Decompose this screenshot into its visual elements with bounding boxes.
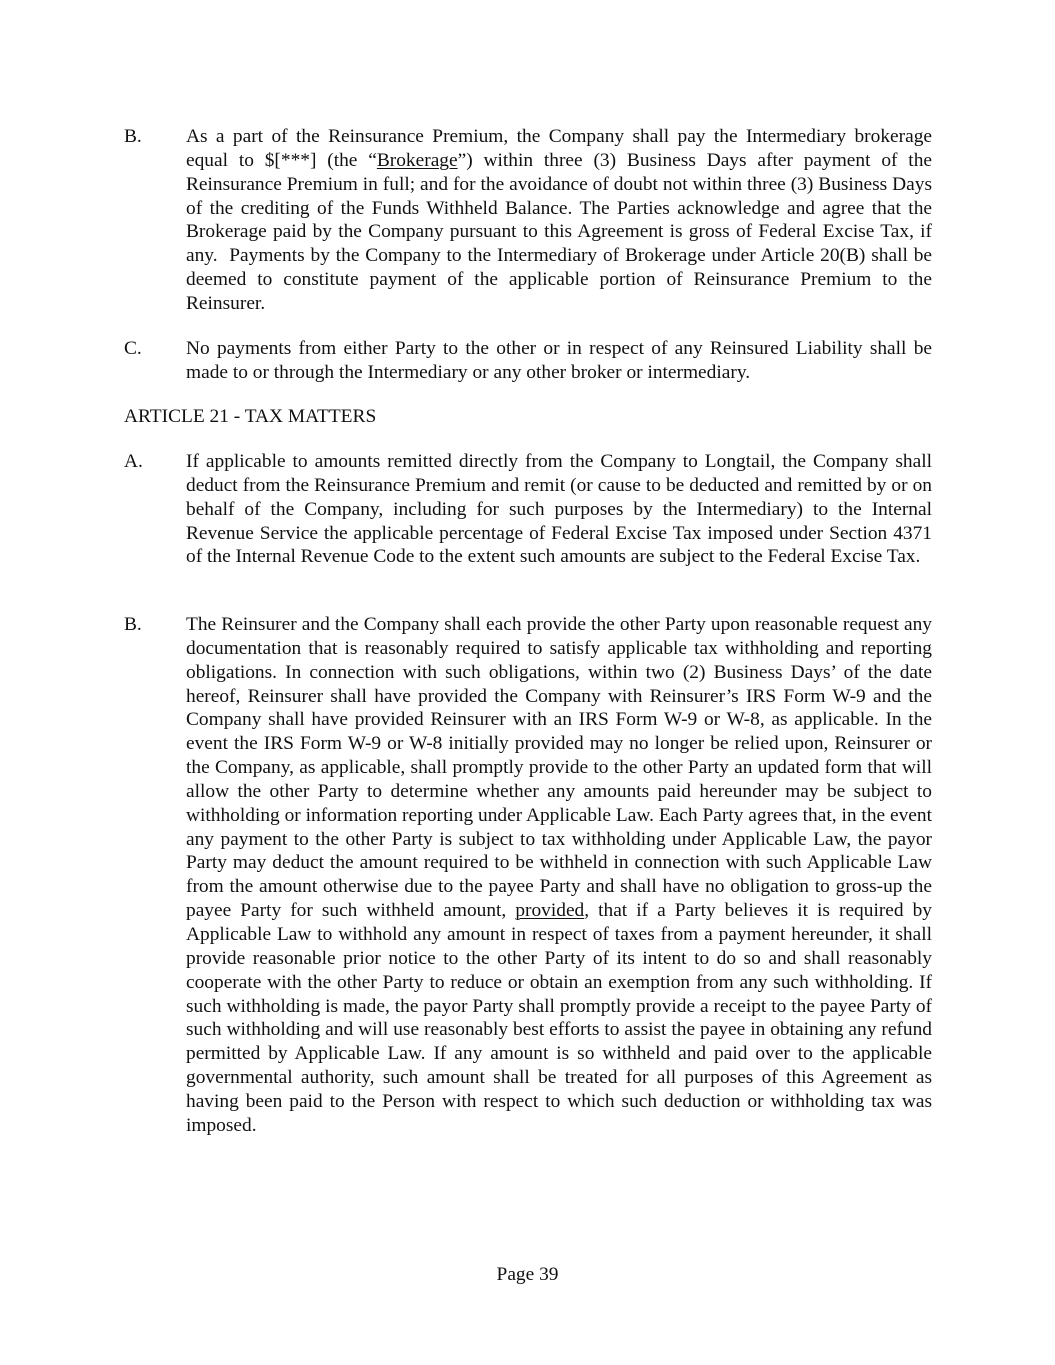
paragraph-20b bbox=[124, 125, 932, 316]
paragraph-label: A. bbox=[124, 451, 143, 472]
paragraph-20c bbox=[124, 337, 932, 385]
paragraph-body bbox=[186, 125, 932, 316]
paragraph-21a bbox=[124, 450, 932, 569]
paragraph-21b bbox=[124, 613, 932, 1138]
defined-term-provided: provided bbox=[515, 900, 585, 922]
text-segment: The Reinsurer and the Company shall each provide the other Party upon reasonable request any documentation that is reasonably required to satisfy applicable tax withholding and reporting obligations. In connection with such obligations, within two (2) Business Days’ of the date hereof, Reinsurer shall have provided the Company with Reinsurer’s IRS Form W-9 and the Company shall have provided Reinsurer with an IRS Form W-9 or W-8, as applicable. In the event the IRS Form W-9 or W-8 initially provided may no longer be relied upon, Reinsurer or the Company, as applicable, shall promptly provide to the other Party an updated form that will allow the other Party to determine whether any amounts paid hereunder may be subject to withholding or information reporting under Applicable Law. Each Party agrees that, in the event any payment to the other Party is subject to tax withholding under Applicable Law, the payor Party may deduct the amount required to be withheld in connection with such Applicable Law from the amount otherwise due to the payee Party and shall have no obligation to gross-up the payee Party for such withheld amount, bbox=[186, 614, 932, 922]
paragraph-label: B. bbox=[124, 614, 142, 635]
paragraph-label: B. bbox=[124, 126, 142, 147]
paragraph-body bbox=[186, 337, 932, 385]
text-segment: ”) within three (3) Business Days after payment of the Reinsurance Premium in full; and for the avoidance of doubt not within three (3) Business Days of the crediting of the Funds Withheld Balance. The Parties acknowledge and agree that the Brokerage paid by the Company pursuant to this Agreement is gross of Federal Excise Tax, if any. Payments by the Company to the Intermediary of Brokerage under Article 20(B) shall be deemed to constitute payment of the applicable portion of Reinsurance Premium to the Reinsurer. bbox=[186, 149, 932, 314]
text-segment: No payments from either Party to the other or in respect of any Reinsured Liability shall be made to or through the Intermediary or any other broker or intermediary. bbox=[186, 338, 932, 383]
paragraph-body bbox=[186, 450, 932, 569]
article-heading: ARTICLE 21 - TAX MATTERS bbox=[124, 406, 377, 427]
text-segment: , that if a Party believes it is required by Applicable Law to withhold any amount in respect of taxes from a payment hereunder, it shall provide reasonable prior notice to the other Party of its intent to do so and shall reasonably cooperate with the other Party to reduce or obtain an exemption from any such withholding. If such withholding is made, the payor Party shall promptly provide a receipt to the payee Party of such withholding and will use reasonably best efforts to assist the payee in obtaining any refund permitted by Applicable Law. If any amount is so withheld and paid over to the applicable governmental authority, such amount shall be treated for all purposes of this Agreement as having been paid to the Person with respect to which such deduction or withholding tax was imposed. bbox=[186, 900, 932, 1136]
paragraph-label: C. bbox=[124, 338, 142, 359]
page-number: Page 39 bbox=[496, 1264, 559, 1285]
defined-term-brokerage: Brokerage bbox=[376, 149, 458, 171]
text-segment: As a part of the Reinsurance Premium, the Company shall pay the Intermediary brokerage equal to $[***] (the “ bbox=[186, 126, 932, 171]
paragraph-body bbox=[186, 613, 932, 1138]
text-segment: If applicable to amounts remitted directly from the Company to Longtail, the Company shall deduct from the Reinsurance Premium and remit (or cause to be deducted and remitted by or on behalf of the Company, including for such purposes by the Intermediary) to the Internal Revenue Service the applicable percentage of Federal Excise Tax imposed under Section 4371 of the Internal Revenue Code to the extent such amounts are subject to the Federal Excise Tax. bbox=[186, 451, 932, 568]
